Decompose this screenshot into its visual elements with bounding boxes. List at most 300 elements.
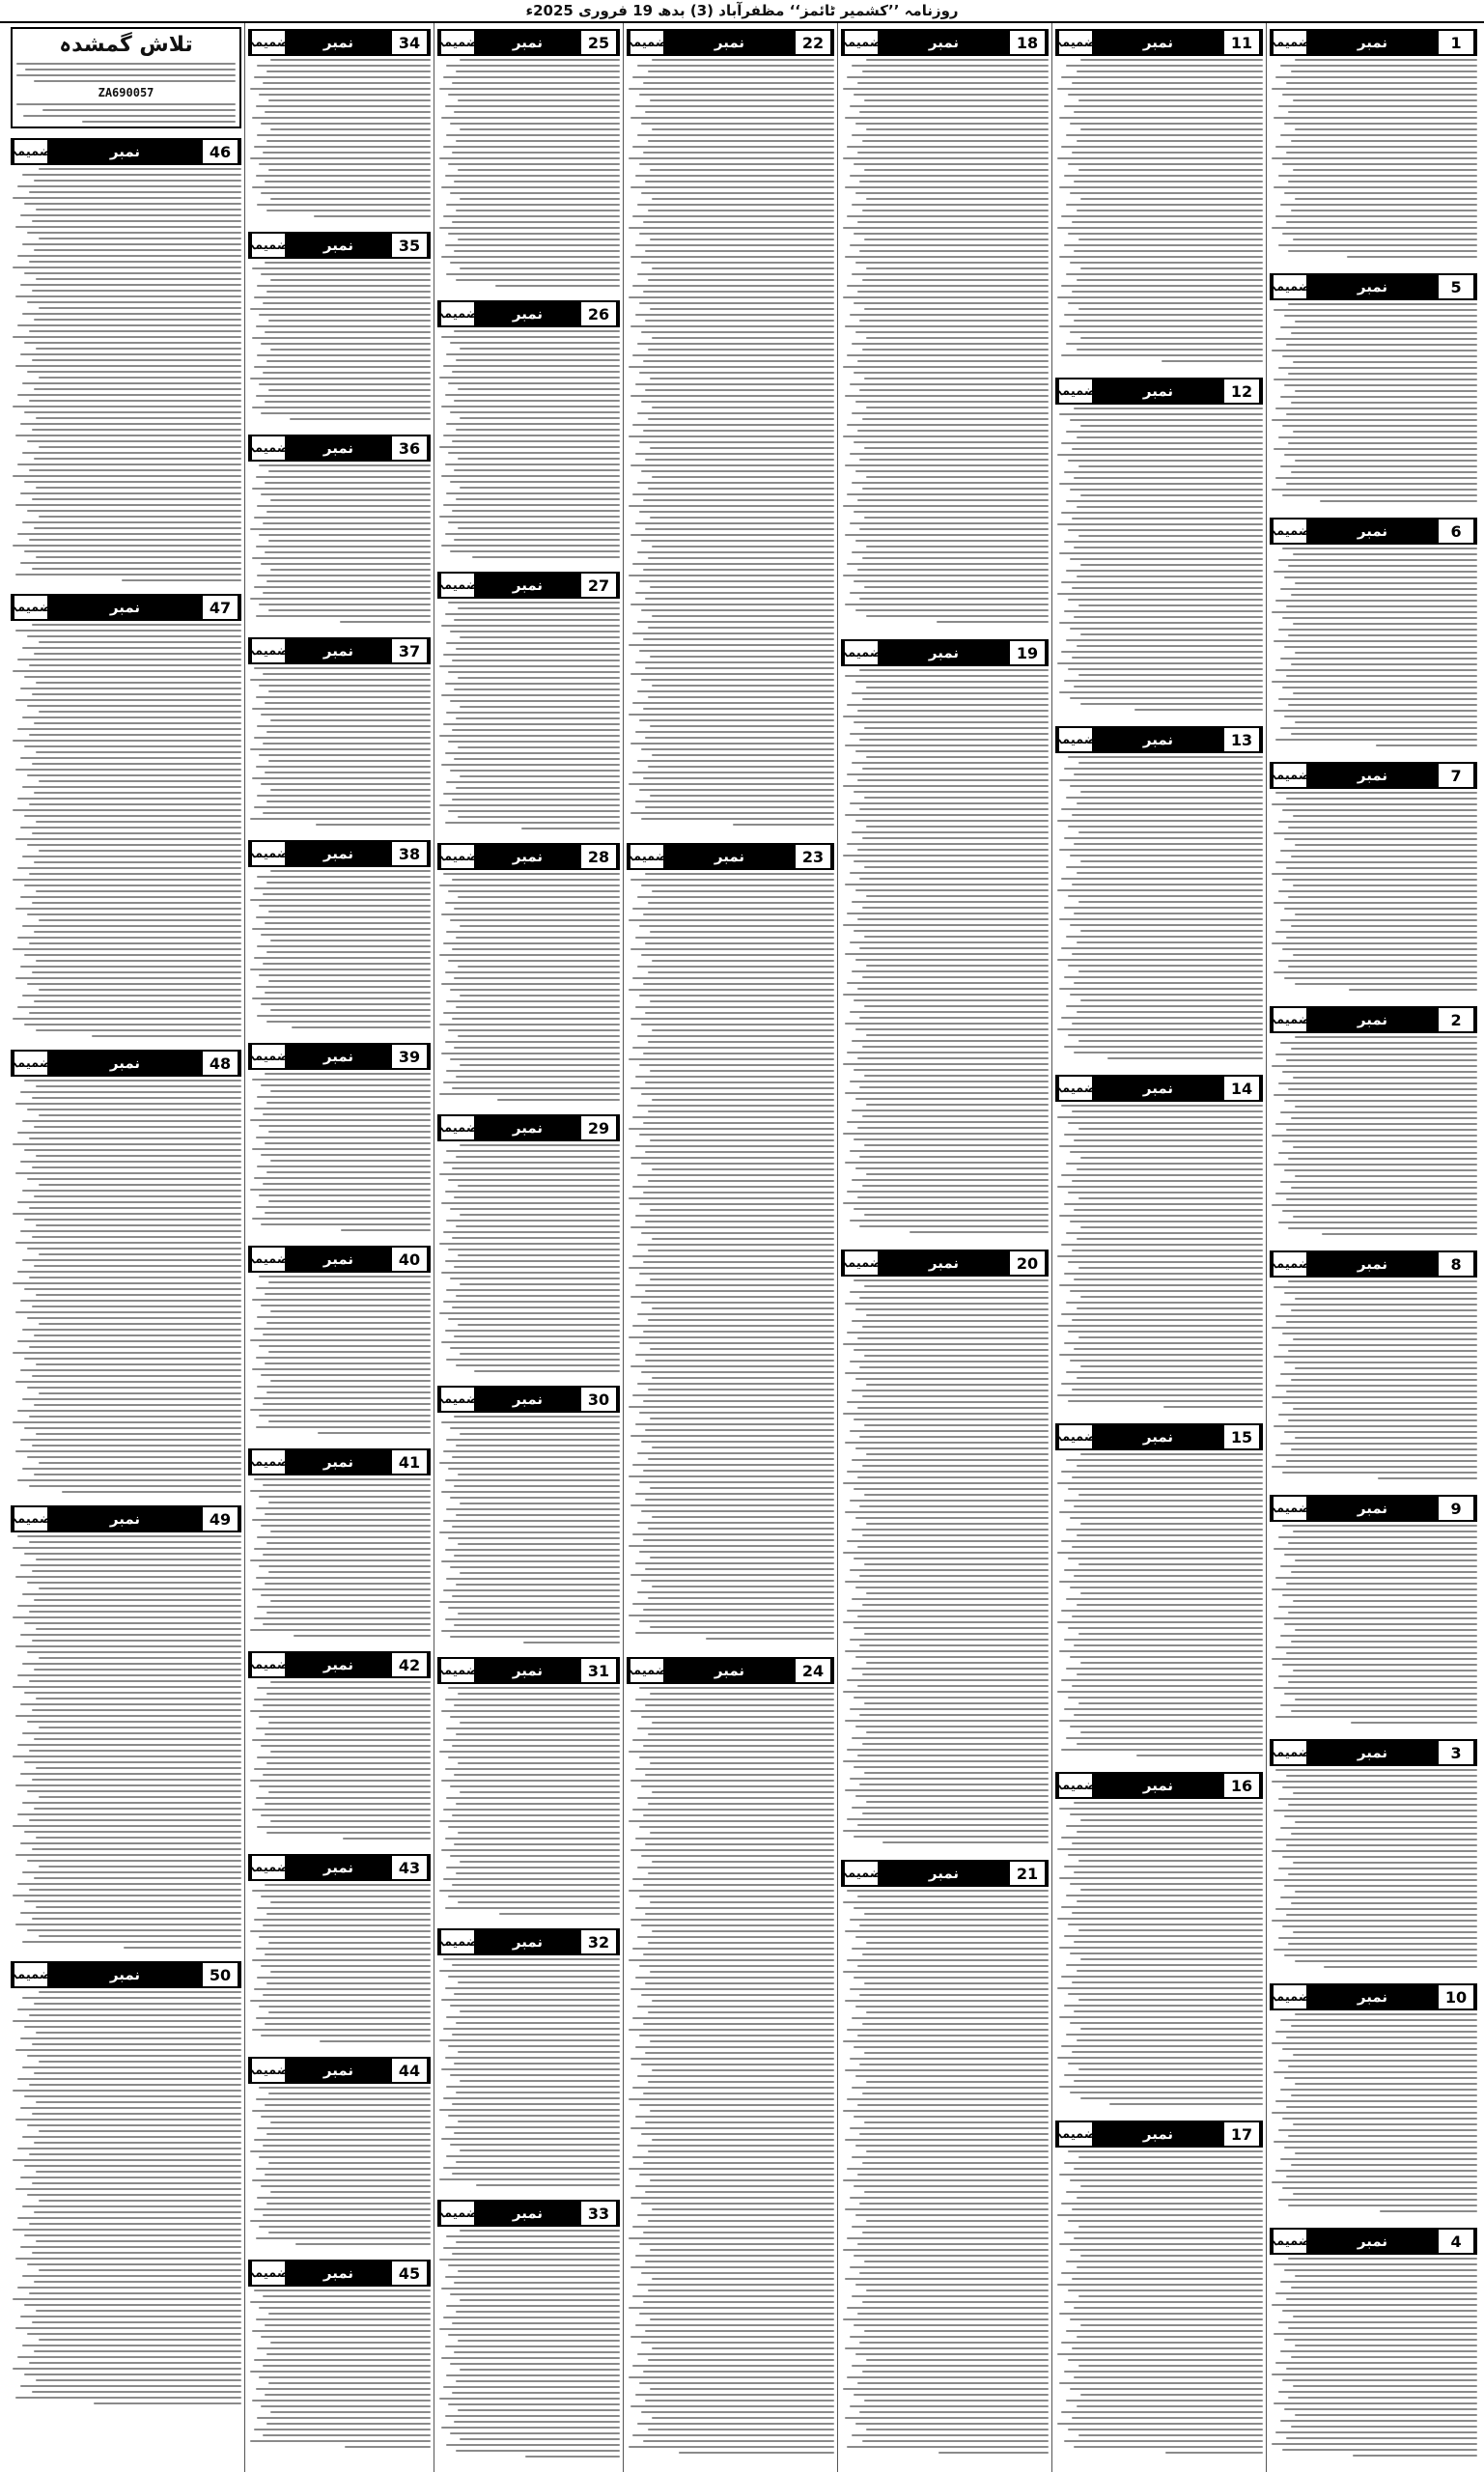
notice-tag: ضمیمہ [843,1862,878,1885]
notice-body-text [11,1535,241,1949]
notice-body-text [437,330,620,558]
notice-block [1270,25,1477,264]
notice-header [437,1114,620,1141]
notice-tag: ضمیمہ [250,842,285,865]
notice-number: 3 [1439,1741,1475,1764]
notice-number: 33 [581,2202,618,2225]
notice-header [841,1250,1049,1277]
notice-word: نمبر [512,1390,544,1408]
notice-header [248,1448,431,1475]
notice-header [1270,1250,1477,1278]
notice-header [437,1386,620,1413]
notice-number: 6 [1439,520,1475,543]
notice-body-text [1055,59,1263,362]
notice-word: نمبر [322,1656,354,1673]
notice-number: 35 [392,234,429,257]
notice-tag: ضمیمہ [1272,275,1306,298]
notice-body-text [1055,756,1263,1059]
notice-header [1270,762,1477,789]
notice-number: 31 [581,1659,618,1682]
notice-header [1270,2228,1477,2255]
notice-tag: ضمیمہ [250,1045,285,1068]
notice-number: 19 [1010,641,1047,664]
column-2 [1051,23,1266,2472]
notice-body-text [11,1080,241,1493]
notice-block [248,1039,431,1236]
notice-header [437,1928,620,1955]
notice-block [1270,269,1477,508]
notice-tag: ضمیمہ [439,1116,474,1139]
notice-tag: ضمیمہ [250,2059,285,2082]
notice-body-text [1055,1453,1263,1756]
notice-number: 7 [1439,764,1475,787]
notice-number: 1 [1439,31,1475,54]
notice-tag: ضمیمہ [1272,1741,1306,1764]
notice-word: نمبر [512,1933,544,1951]
column-5 [434,23,623,2472]
notice-word: نمبر [714,34,745,51]
notice-body-text [1270,548,1477,746]
notice-tag: ضمیمہ [843,31,878,54]
notice-block [1055,1071,1263,1414]
notice-block [1270,1735,1477,1974]
notice-tag: ضمیمہ [1272,1008,1306,1031]
notice-tag: ضمیمہ [13,1963,47,1986]
notice-word: نمبر [109,599,141,616]
notice-tag: ضمیمہ [250,234,285,257]
notice-body-text [248,262,431,420]
notice-tag: ضمیمہ [1057,1077,1092,1100]
notice-block [437,568,620,833]
notice-header [627,843,834,870]
notice-tag: ضمیمہ [1057,728,1092,751]
notice-number: 39 [392,1045,429,1068]
notice-body-text [1055,407,1263,711]
notice-block [248,431,431,628]
notice-number: 2 [1439,1008,1475,1031]
notice-body-text [437,1958,620,2186]
notice-header [248,637,431,664]
notice-word: نمبر [512,34,544,51]
notice-header [1055,1772,1263,1799]
masthead-title: روزنامہ ’’کشمیر ٹائمز‘‘ مظفرآباد (3) بدھ 19 فروری 2025ء [525,2,959,19]
notice-tag: ضمیمہ [629,31,663,54]
notice-block [437,1924,620,2190]
notice-block [1055,1419,1263,1762]
notice-block [1055,722,1263,1065]
notice-number: 14 [1224,1077,1261,1100]
notice-header [627,29,834,56]
notice-tag: ضمیمہ [1272,31,1306,54]
notice-tag: ضمیمہ [13,140,47,163]
masthead [0,0,1484,23]
notice-body-text [248,2289,431,2448]
notice-number: 21 [1010,1862,1047,1885]
notice-block [1055,374,1263,716]
notice-header [248,1854,431,1881]
notice-body-text [248,1073,431,1231]
notice-header [841,29,1049,56]
notice-block [841,1856,1049,2460]
notice-number: 10 [1439,1985,1475,2008]
notice-number: 20 [1010,1251,1047,1275]
notice-header [11,594,241,621]
notice-header [1270,273,1477,300]
notice-tag: ضمیمہ [1057,31,1092,54]
notice-block [248,836,431,1033]
notice-word: نمبر [322,34,354,51]
notice-number: 43 [392,1856,429,1879]
notice-header [1055,726,1263,753]
notice-body-text [248,1681,431,1840]
notice-header [248,2260,431,2287]
notice-block [1270,758,1477,997]
notice-number: 11 [1224,31,1261,54]
notice-word: نمبر [322,439,354,457]
notice-number: 15 [1224,1425,1261,1448]
notice-number: 47 [203,596,239,619]
notice-number: 29 [581,1116,618,1139]
notice-word: نمبر [322,1453,354,1471]
notice-body-text [11,1991,241,2404]
notice-block [248,1242,431,1439]
notice-word: نمبر [1357,1011,1388,1028]
notice-header [1055,29,1263,56]
notice-word: نمبر [512,2205,544,2222]
notice-block [1055,25,1263,368]
notice-body-text [841,1279,1049,1843]
notice-word: نمبر [928,1254,960,1272]
notice-header [437,300,620,327]
notice-word: نمبر [1357,2233,1388,2250]
notice-header [248,1651,431,1678]
notice-number: 18 [1010,31,1047,54]
notice-word: نمبر [322,2062,354,2079]
notice-number: 46 [203,140,239,163]
notice-header [841,1860,1049,1887]
notice-tag: ضمیمہ [1272,1252,1306,1276]
notice-body-text [1270,2013,1477,2212]
notice-number: 16 [1224,1774,1261,1797]
notice-header [437,1657,620,1684]
notice-tag: ضمیمہ [843,1251,878,1275]
notice-header [248,232,431,259]
notice-tag: ضمیمہ [1272,764,1306,787]
notice-body-text [841,669,1049,1233]
notice-word: نمبر [512,576,544,594]
notice-body-text [437,602,620,829]
notice-word: نمبر [1357,767,1388,784]
notice-word: نمبر [1142,1777,1174,1794]
notice-block [437,1653,620,1919]
notice-body-text [1270,1769,1477,1968]
notice-tag: ضمیمہ [1057,1425,1092,1448]
notice-block [11,134,241,584]
notice-number: 25 [581,31,618,54]
notice-body-text [437,1416,620,1643]
notice-word: نمبر [322,2264,354,2282]
notice-body-text [627,1687,834,2454]
notice-word: نمبر [928,1865,960,1882]
notice-word: نمبر [1142,34,1174,51]
notice-body-text [1270,303,1477,502]
notice-header [437,572,620,599]
notice-block [248,633,431,830]
notice-body-text [437,1144,620,1372]
notice-word: نمبر [322,845,354,862]
notice-word: نمبر [714,1662,745,1679]
notice-body-text [248,2087,431,2245]
notice-block [248,25,431,222]
notice-block [437,2196,620,2461]
notice-header [437,843,620,870]
notice-block [1270,2224,1477,2462]
notice-word: نمبر [1357,34,1388,51]
notice-tag: ضمیمہ [629,1659,663,1682]
notice-tag: ضمیمہ [1272,520,1306,543]
notice-tag: ضمیمہ [439,1388,474,1411]
notice-tag: ضمیمہ [1272,2230,1306,2253]
notice-body-text [1270,2258,1477,2457]
notice-number: 48 [203,1052,239,1075]
notice-tag: ضمیمہ [250,1653,285,1676]
notice-body-text [11,624,241,1037]
notice-header [248,2057,431,2084]
notice-block [248,1647,431,1844]
notice-block [841,25,1049,630]
notice-tag: ضمیمہ [1057,379,1092,403]
notice-header [248,29,431,56]
notice-body-text [1270,792,1477,991]
notice-number: 4 [1439,2230,1475,2253]
notice-word: نمبر [512,848,544,865]
notice-body-text [627,59,834,826]
notice-block [1270,1980,1477,2218]
notice-word: نمبر [512,305,544,323]
notice-block [11,590,241,1040]
notice-number: 23 [796,845,832,868]
notice-number: 26 [581,302,618,325]
notice-block [11,1046,241,1496]
notice-tag: ضمیمہ [439,2202,474,2225]
notice-number: 9 [1439,1497,1475,1520]
missing-person-notice [11,27,241,128]
notice-word: نمبر [1142,731,1174,748]
notice-word: نمبر [1142,1428,1174,1446]
notice-tag: ضمیمہ [250,639,285,662]
notice-header [11,1505,241,1532]
notice-tag: ضمیمہ [250,1856,285,1879]
notice-body-text [627,873,834,1640]
notice-header [1270,1006,1477,1033]
notice-tag: ضمیمہ [250,2261,285,2285]
notice-word: نمبر [1357,1255,1388,1273]
notice-body-text [248,870,431,1028]
notice-block [248,2053,431,2250]
notice-word: نمبر [512,1119,544,1137]
notice-header [841,639,1049,666]
column-4 [623,23,837,2472]
notice-tag: ضمیمہ [1057,2122,1092,2146]
notice-word: نمبر [109,1966,141,1983]
notice-number: 30 [581,1388,618,1411]
notice-number: 22 [796,31,832,54]
notice-number: 37 [392,639,429,662]
notice-header [11,1050,241,1077]
column-1 [1266,23,1480,2472]
notice-header [1270,1495,1477,1522]
notice-body-text [1055,1802,1263,2105]
notice-word: نمبر [1142,382,1174,400]
notice-body-text [248,667,431,826]
notice-block [1270,514,1477,752]
notice-block [11,1502,241,1952]
notice-header [1055,2121,1263,2148]
notice-header [1270,518,1477,545]
notice-body-text [248,1478,431,1637]
notice-word: نمبر [1357,1744,1388,1761]
notice-word: نمبر [322,1048,354,1065]
notice-word: نمبر [1357,1988,1388,2006]
notice-header [1055,1423,1263,1450]
notice-header [248,1043,431,1070]
notice-number: 12 [1224,379,1261,403]
notice-block [1055,1768,1263,2111]
notice-word: نمبر [109,143,141,160]
notice-header [437,29,620,56]
notice-block [1270,1491,1477,1729]
notice-tag: ضمیمہ [13,596,47,619]
notice-block [1270,1247,1477,1485]
notice-tag: ضمیمہ [629,845,663,868]
column-7 [8,23,244,2472]
notice-word: نمبر [322,642,354,660]
column-3 [837,23,1051,2472]
notice-number: 45 [392,2261,429,2285]
notice-word: نمبر [1142,2125,1174,2143]
notice-tag: ضمیمہ [439,574,474,597]
notice-number: 24 [796,1659,832,1682]
notice-tag: ضمیمہ [1057,1774,1092,1797]
notice-tag: ضمیمہ [13,1052,47,1075]
notice-body-text [1055,2150,1263,2454]
notice-number: 32 [581,1930,618,1953]
notice-body-text [11,168,241,581]
notice-block [437,839,620,1105]
notice-block [841,1246,1049,1850]
notice-body-text [248,1276,431,1434]
notice-body-text [437,1687,620,1915]
notice-body-text [248,59,431,217]
notice-header [627,1657,834,1684]
notice-header [1055,1075,1263,1102]
notice-body-text [248,464,431,623]
notice-block [627,839,834,1647]
notice-number: 49 [203,1507,239,1531]
notice-block [1055,2117,1263,2459]
missing-notice-title: تلاش گمشدہ [59,33,193,57]
notice-tag: ضمیمہ [250,1450,285,1474]
notice-header [1270,1983,1477,2010]
notice-tag: ضمیمہ [439,302,474,325]
notice-block [248,228,431,425]
notice-body-text [1270,1525,1477,1724]
notice-number: 27 [581,574,618,597]
column-6 [244,23,434,2472]
notice-block [627,1653,834,2461]
notice-word: نمبر [322,1250,354,1268]
notice-block [248,1445,431,1642]
notice-tag: ضمیمہ [1272,1497,1306,1520]
notice-header [248,840,431,867]
notice-body-text [1270,59,1477,258]
missing-notice-code: ZA690057 [98,86,154,99]
notice-block [248,1850,431,2047]
notice-word: نمبر [109,1510,141,1528]
notice-word: نمبر [714,848,745,865]
notice-number: 36 [392,436,429,460]
notice-word: نمبر [322,237,354,254]
notice-tag: ضمیمہ [250,436,285,460]
notice-block [437,25,620,291]
notice-block [437,1110,620,1376]
notice-word: نمبر [512,1662,544,1679]
notice-tag: ضمیمہ [439,31,474,54]
notice-header [11,1961,241,1988]
notice-word: نمبر [1142,1080,1174,1097]
notice-tag: ضمیمہ [250,31,285,54]
notice-number: 17 [1224,2122,1261,2146]
notice-header [248,435,431,462]
notice-body-text [437,2230,620,2458]
notice-word: نمبر [1357,278,1388,295]
notice-word: نمبر [1357,1500,1388,1517]
notice-number: 38 [392,842,429,865]
notice-body-text [437,59,620,287]
notice-word: نمبر [322,1859,354,1876]
notice-word: نمبر [928,644,960,661]
notice-number: 8 [1439,1252,1475,1276]
notice-body-text [1270,1036,1477,1235]
notice-number: 5 [1439,275,1475,298]
notice-word: نمبر [109,1054,141,1072]
notice-body-text [1270,1280,1477,1479]
notice-block [841,635,1049,1240]
newspaper-page [0,23,1484,2472]
notice-body-text [841,1890,1049,2454]
notice-tag: ضمیمہ [439,1659,474,1682]
notice-block [437,1382,620,1647]
notice-word: نمبر [928,34,960,51]
notice-header [11,138,241,165]
notice-number: 34 [392,31,429,54]
notice-tag: ضمیمہ [439,845,474,868]
notice-body-text [248,1884,431,2042]
notice-body-text [1055,1105,1263,1408]
notice-block [437,296,620,562]
notice-block [627,25,834,833]
notice-header [248,1246,431,1273]
notice-block [1270,1002,1477,1241]
notice-header [1270,1739,1477,1766]
notice-number: 13 [1224,728,1261,751]
notice-word: نمبر [1357,522,1388,540]
missing-notice-text [16,63,236,82]
notice-number: 41 [392,1450,429,1474]
notice-block [248,2256,431,2453]
notice-tag: ضمیمہ [439,1930,474,1953]
notice-header [1270,29,1477,56]
